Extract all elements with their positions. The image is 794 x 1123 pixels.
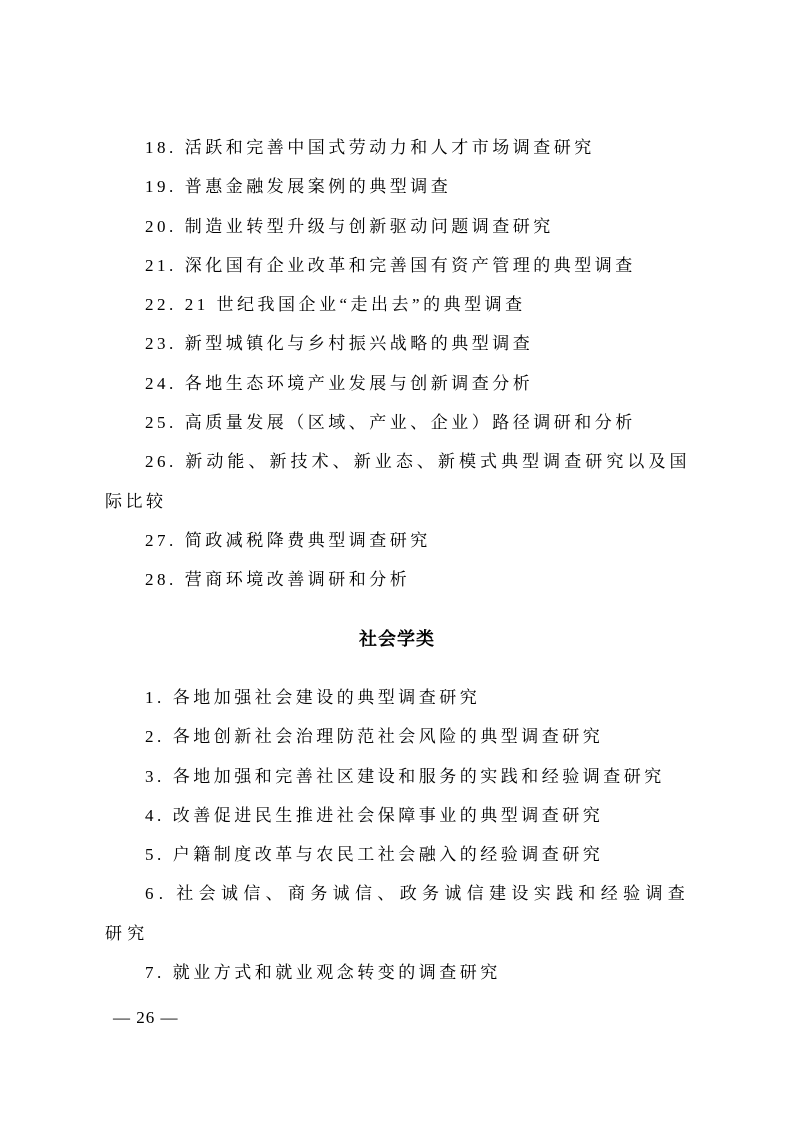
item-text: 新型城镇化与乡村振兴战略的典型调查: [184, 334, 534, 354]
list-item: [105, 560, 690, 599]
item-text: 各地加强和完善社区建设和服务的实践和经验调查研究: [172, 766, 665, 786]
item-text: 制造业转型升级与创新驱动问题调查研究: [184, 216, 554, 236]
item-number: 27.: [145, 530, 177, 550]
item-text: 活跃和完善中国式劳动力和人才市场调查研究: [184, 138, 595, 157]
list-item: [105, 717, 690, 756]
item-number: 7.: [145, 963, 165, 983]
list-item: [105, 953, 690, 992]
list-item: [105, 128, 690, 167]
item-number: 20.: [145, 216, 177, 236]
item-text: 新动能、新技术、新业态、新模式典型调查研究以及国际比较: [105, 452, 690, 511]
item-number: 5.: [145, 845, 165, 865]
list-item: [105, 364, 690, 403]
item-text: 各地加强社会建设的典型调查研究: [172, 688, 481, 707]
item-number: 3.: [145, 766, 165, 786]
item-number: 24.: [145, 373, 177, 393]
item-number: 2.: [145, 727, 165, 747]
list-item: [105, 285, 690, 324]
item-number: 22.: [145, 295, 177, 315]
item-text: 简政减税降费典型调查研究: [184, 530, 431, 550]
list-item: [105, 835, 690, 874]
list-item: [105, 246, 690, 285]
item-number: 4.: [145, 805, 165, 825]
list-item: [105, 796, 690, 835]
item-text: 社会诚信、商务诚信、政务诚信建设实践和经验调查研究: [105, 884, 690, 943]
item-text: 改善促进民生推进社会保障事业的典型调查研究: [172, 805, 604, 825]
list-item: [105, 521, 690, 560]
list-item: [105, 442, 690, 521]
item-number: 21.: [145, 255, 177, 275]
item-number: 19.: [145, 177, 177, 197]
item-number: 28.: [145, 570, 177, 590]
item-text: 户籍制度改革与农民工社会融入的经验调查研究: [172, 845, 604, 865]
item-text: 21 世纪我国企业“走出去”的典型调查: [184, 295, 526, 315]
sociology-topic-list: [105, 678, 690, 992]
item-text: 就业方式和就业观念转变的调查研究: [172, 963, 501, 983]
list-item: [105, 874, 690, 953]
list-item: [105, 167, 690, 206]
item-number: 1.: [145, 688, 165, 707]
list-item: [105, 757, 690, 796]
page-number: — 26 —: [113, 1008, 179, 1027]
list-item: [105, 207, 690, 246]
item-text: 各地创新社会治理防范社会风险的典型调查研究: [172, 727, 604, 747]
item-text: 深化国有企业改革和完善国有资产管理的典型调查: [184, 255, 636, 275]
item-number: 6.: [145, 884, 169, 904]
item-number: 18.: [145, 138, 177, 157]
list-item: [105, 678, 690, 717]
item-number: 23.: [145, 334, 177, 354]
list-item: [105, 403, 690, 442]
list-item: [105, 324, 690, 363]
section-heading: 社会学类: [359, 629, 435, 649]
item-text: 普惠金融发展案例的典型调查: [184, 177, 452, 197]
item-text: 各地生态环境产业发展与创新调查分析: [184, 373, 534, 393]
item-text: 营商环境改善调研和分析: [184, 570, 411, 590]
item-number: 25.: [145, 413, 177, 433]
item-text: 高质量发展（区域、产业、企业）路径调研和分析: [184, 413, 636, 433]
item-number: 26.: [145, 452, 177, 472]
topic-list-continued: [105, 128, 690, 600]
